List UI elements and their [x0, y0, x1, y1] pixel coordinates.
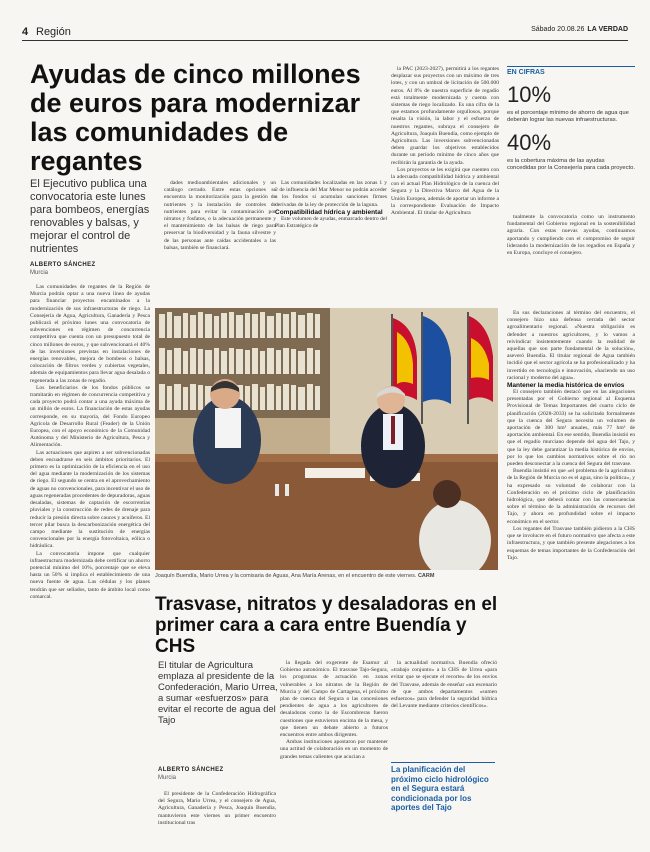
figure-number: 40%: [507, 130, 552, 155]
article-paragraph: dades medioambientales adicionales y un catálogo cerrado. Entre estas opciones se encuentra la monitorización para la gestión de nutrientes y la instalación de controles de nutrientes para evitar la contaminación por nitratos y fosfatos, o la adecuación permanente y el mantenimiento de las balsas de riego para preservar la biodiversidad y la fauna silvestre y de las personas ante caídas accidentales a las balsas, también se financiará.: [164, 180, 276, 251]
article-paragraph: Los regantes del Trasvase también pidieron a la CHS que se involucre en el futuro normativo que afecta a este infraestructura, y que también presente alegaciones a los esquemas de temas importantes de la Confederación del Tajo.: [507, 525, 635, 561]
author-location: Murcia: [30, 270, 49, 276]
meeting-photo: [155, 308, 498, 570]
author-name: ALBERTO SÁNCHEZ: [158, 767, 224, 773]
caption-text: Joaquín Buendía, Mario Urrea y la comisaria de Aguas, Ana María Arenas, en el encuentro de este viernes.: [155, 573, 417, 579]
article-paragraph: La convocatoria impone que cualquier infraestructura modernizada debe certificar un ahorro potencial mínimo del 10%, porcentaje que se eleva hasta un 50% si implica el establecimiento de una nueva fuente de agua. Las cédulas y los planes tendrán que ser sellados, tanto de ámbito local como comarcal.: [30, 550, 150, 600]
article-paragraph: Los beneficiarios de los fondos públicos se tramitarán en régimen de concurrencia competitiva y cada proyecto podrá contar a una ayuda máxima de un millón de euros. La financiación de estas ayudas corresponde, en su mayoría, del Fondo Europeo Agrícola de Desarrollo Rural (Feader) de la Unión Europea, con el apoyo económico de la Comunidad Autónoma y del Ministerio de Agricultura, Pesca y Alimentación.: [30, 384, 150, 449]
author-name: ALBERTO SÁNCHEZ: [30, 262, 96, 268]
article-paragraph: la llegada del exgerente de Esamur al Gobierno autonómico. El trasvase Tajo-Segura, los programas de actuación en zonas vulnerables a los nitratos de la Región de Murcia y del Campo de Cartagena, el próximo plan de cuenca del Segura o las concesiones pendientes de agua a los agricultores de desaladoras como la de Escombreras fueron cuestiones que estuvieron encima de la mesa, y que tienen un debate abierto a futuros encuentros entre ambos dirigentes.: [280, 660, 388, 739]
header-date: [531, 26, 628, 33]
figure-number: 10%: [507, 82, 552, 107]
article2-title: Trasvase, nitratos y desaladoras en el primer cara a cara entre Buendía y CHS: [155, 594, 498, 657]
article-title: Ayudas de cinco millones de euros para modernizar las comunidades de regantes: [30, 59, 361, 177]
article-paragraph: Este volumen de ayudas, enmarcado dentro del Plan Estratégico de: [275, 215, 387, 230]
article2-dek: El titular de Agricultura emplaza al presidente de la Confederación, Mario Urrea, a sumar «esfuerzos» para evitar el recorte de agua del Tajo: [158, 660, 278, 726]
article-column-4: [391, 66, 499, 304]
section-name: Región: [36, 26, 71, 38]
article-paragraph: Los proyectos se les exigirá que cuenten con la adecuada compatibilidad hídrica y ambiental con el actual Plan Hidrológico de la cuenca del Segura y la Directiva Marco del Agua de la Unión Europea, además de aportar un informe a la correspondiente Evaluación de Impacto Ambiental. El titular de Agricultura: [391, 166, 499, 217]
article-paragraph: Las comunidades localizadas en las zonas 1 y 2 de influencia del Mar Menor no podrán acceder a los fondos si acumulan sanciones firmes derivadas de la ley de protección de la laguna.: [275, 180, 387, 208]
issue-date: Sábado 20.08.26: [531, 26, 585, 33]
author-location: Murcia: [158, 775, 177, 781]
article-column-2: [164, 180, 276, 304]
article-subhead: Mantener la media histórica de envíos: [507, 382, 625, 390]
figure-text: es la cobertura máxima de las ayudas concedidas por la Consejería para cada proyecto.: [507, 158, 635, 171]
article-column-3: [275, 180, 387, 304]
page-header: [22, 26, 628, 41]
meeting-photo-illustration: [155, 308, 498, 570]
highlight-box: [391, 762, 495, 813]
paper-name: LA VERDAD: [587, 26, 628, 33]
article-paragraph: Las comunidades de regantes de la Región de Murcia podrán optar a una nueva línea de ayudas para financiar proyectos encaminados a la modernización de sus infraestructuras de riego. La Consejería de Agua, Agricultura, Ganadería y Pesca publicará el próximo lunes una convocatoria de subvenciones en régimen de concurrencia competitiva que cuenta con un presupuesto total de cinco millones de euros, y que subvencionará el 40% de las inversiones previstas en instalaciones de energías renovables, mejora de bombeos o balsas, colocación de filtros verdes y cubiertas vegetales, además de equipamientos para llevar agua desalada o regenerada a las zonas de regadío.: [30, 284, 150, 384]
article2-byline: [158, 767, 224, 781]
article2-column-a: [158, 791, 276, 852]
article-paragraph: tualmente la convocatoria como un instrumento fundamental del Gobierno regional en la sostenibilidad agraria. Con estas nuevas ayudas, continuamos aportando y cumpliendo con el compromiso de seguir liderando la modernización de los regadíos en España y en Europa, concluye el consejero.: [507, 214, 635, 257]
article-paragraph: Ambas instituciones apostaron por mantener una actitud de colaboración en un momento de grandes temas calientes que acucian a: [280, 739, 388, 760]
photo-caption: [155, 573, 498, 579]
article-paragraph: Buendía insistió en que «el problema de la agricultura de la Región de Murcia no es el agua, sino la política», y ha expresado su voluntad de colaborar con la Confederación en el próximo ciclo de planificación hidrológica, que deberá contar con las consecuencias sobre el término de la administración de recursos del Tajo, y ahora en profundidad sobre el impacto económico en el sector.: [507, 468, 635, 525]
article-paragraph: En sus declaraciones al término del encuentro, el consejero hizo una defensa cerrada del sector agroalimentario regional. «Nuestra obligación es defender a nuestros agricultores, y lo vamos a reivindicar insistentemente cuando la realidad de aquellas que son parte fundamental de la solución», aseveró Buendía. El titular regional de Agua también incidió que el sector agrícola se ha profesionalizado y ha invertido en tecnología e innovación, «haciendo un uso racional y moderno del agua».: [507, 310, 635, 381]
article-column-5: [507, 214, 635, 304]
highlight-text: La planificación del próximo ciclo hidrológico en el Segura estará condicionada por los aportes del Tajo: [391, 765, 489, 812]
article-paragraph: El presidente de la Confederación Hidrográfica del Segura, Mario Urrea, y el consejero de Agua, Agricultura, Ganadería y Pesca, Joaquín Buendía, mantuvieron este viernes un primer encuentro institucional tras: [158, 791, 276, 826]
article-byline: [30, 262, 96, 276]
sidebar-label: EN CIFRAS: [507, 66, 635, 76]
article-paragraph: El consejero también destacó que en las alegaciones presentadas por el Gobierno regional al Esquema Provisional de Temas Importantes del cuarto ciclo de planificación (2028-2033) se ha solicitado formalmente que la cuenca del Segura necesita un volumen de aportación de 300 hm³ anuales, más 77 hm³ de aportación ambiental. En ese sentido, Buendía insistió en que el regadío murciano depende del agua del Tajo, y que la ley debe garantizar la media histórica de envíos, por lo que los cambios normativos sobre el río no pueden desconectar a la cuenca del Segura del trasvase.: [507, 389, 635, 468]
page-number: 4: [22, 26, 29, 38]
figures-sidebar: [507, 66, 635, 172]
article-paragraph: la actualidad normativa. Buendía ofreció «trabajo conjunto» a la CHS de Urrea «para evitar que se ejecute el recorte» de los envíos del Trasvase, además de enseñar «un escenario de que ambos departamentos «sumen esfuerzos» para defender la seguridad hídrica del Levante mediante criterios científicos».: [391, 660, 497, 710]
article-paragraph: la PAC (2023-2027), permitirá a los regantes desplazar sus proyectos con un máximo de tres lotes, y con un umbral de licitación de 500.000 euros. Al 8% de nuestra superficie de regadío está totalmente modernizada y cuenta con sistemas de riego localizado. Es una cifra de la que estamos profundamente orgullosos, porque resalta la visión, la labor y el esfuerzo de nuestros regantes, subraya el consejero de Agricultura, Joaquín Buendía, como ejemplo de Agricultura. Las inversiones subvencionadas deben guardar los objetivos establecidos durante un período mínimo de cinco años que recibirán la garantía de la ayuda.: [391, 66, 499, 166]
article-dek: El Ejecutivo publica una convocatoria este lunes para bombeos, energías renovables y balsas, y mejorar el control de nutrientes: [30, 178, 150, 255]
photo-credit: CARM: [417, 573, 435, 579]
article-paragraph: Las actuaciones que aspiren a ser subvencionadas deben encuadrarse en seis ámbitos prioritarios. El primero es la optimización de la eficiencia en el uso del agua mediante la modernización de los sistemas de riego. El segundo se centra en el aprovechamiento de aguas no convencionales, para incentivar el uso de aguas regeneradas procedentes de depuradoras, aguas desaladas, sistemas de captación de escorrentías pluviales y la construcción de redes de drenaje para reducir la presión directa sobre cauces y acuíferos. El tercer pilar busca la descarbonización energética del campo mediante la sustitución de energías convencionales por la energía fotovoltaica, eólica o hidráulica.: [30, 449, 150, 550]
article2-column-b: [280, 660, 388, 852]
article-column-1: [30, 284, 150, 852]
article-subhead: Compatibilidad hídrica y ambiental: [275, 208, 383, 216]
article2-column-d: [507, 310, 635, 852]
figure-text: es el porcentaje mínimo de ahorro de agua que deberán lograr las nuevas infraestructuras.: [507, 110, 629, 123]
article2-column-c: [391, 660, 497, 758]
